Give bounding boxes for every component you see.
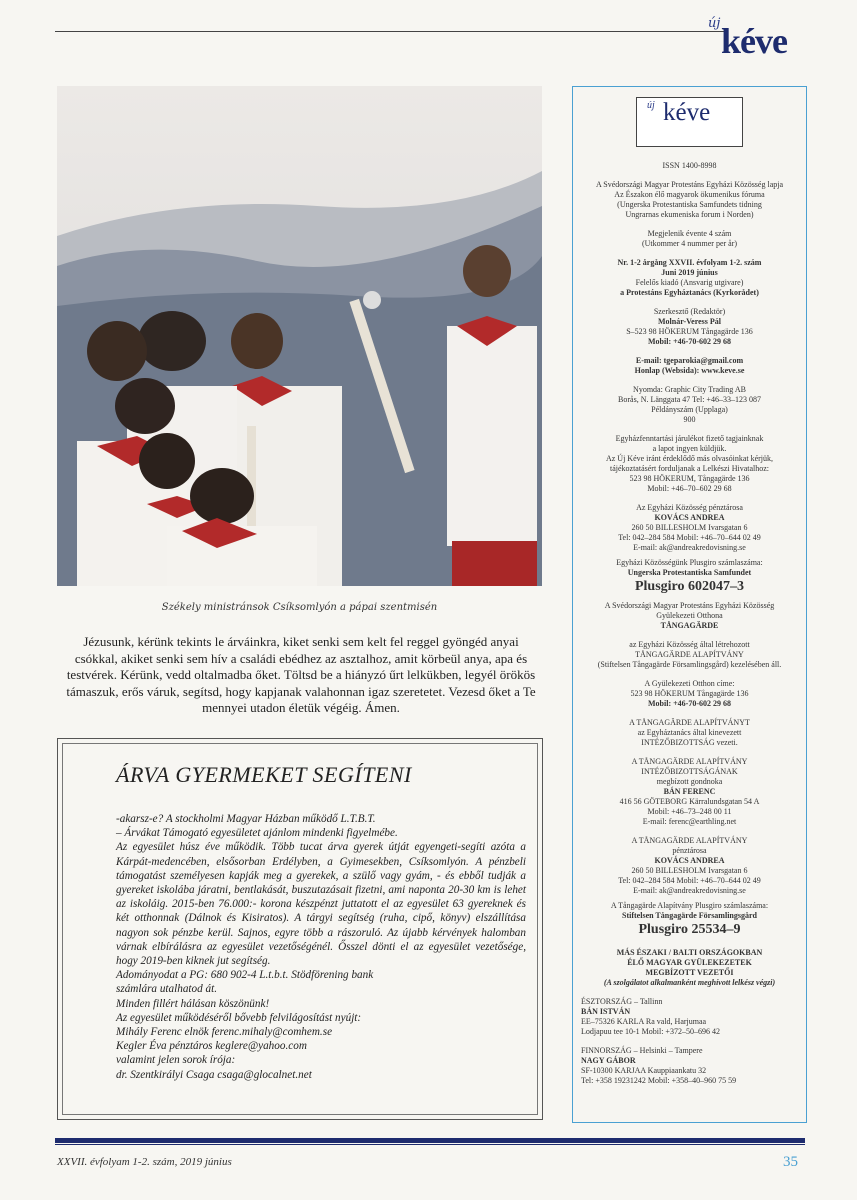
editor-name: Molnár-Veress Pál	[657, 317, 722, 326]
photo-illustration	[57, 86, 542, 586]
article-paragraph: Az egyesület húsz éve működik. Több tucat árva gyerek útját egyengeti-segíti azóta a Kárpát-medencében, elsősorban Erdélyben, a Gyimesekben, Csíksomlyón. A pénzbeli támogatást személyesen kapják meg a gyerekek, a szülő vagy gyám, - és ebből tudják a gyereket iskolába járatni, bentlakását, buszutazásait fizetni, ami naponta 20-30 km is lehet az iskoláig. 2015-ben 76.000:- korona készpénzt juttatott el az egyesület 63 gyereknek és két otthonnak (Dálnok és Kisiratos). A tárgyi segítség (ruha, cipő, könyv) elszállítása nagyon sok pénzbe kerül. Sajnos, egyre több a rászoruló. Az újabb kérvények halomban várnak elbírálásra az egyesület vezetőségénél. Ősszel dönti el az egyesület vezetősége, hogy 2019-ben kiknek jut segítség.	[116, 841, 526, 968]
sidebar-logo-keve: kéve	[663, 99, 711, 126]
sidebar-logo	[636, 97, 743, 147]
responsible-publisher: Felelős kiadó (Ansvarig utgivare)	[635, 278, 744, 287]
page-number: 35	[783, 1154, 798, 1170]
finland-name: NAGY GÁBOR	[581, 1056, 636, 1065]
footer-rule	[55, 1138, 805, 1143]
issn: ISSN 1400-8998	[662, 161, 717, 170]
ftreasurer-phone: Tel: 042–284 584 Mobil: +46–70–644 02 49	[618, 876, 761, 885]
frequency: (Utkommer 4 nummer per år)	[641, 239, 738, 248]
foundation-text: A TÅNGAGÄRDE ALAPÍTVÁNYT	[629, 718, 750, 727]
website-link[interactable]: Honlap (Websida): www.keve.se	[634, 366, 745, 375]
publisher-line: A Svédországi Magyar Protestáns Egyházi Közösség lapja	[595, 180, 784, 189]
article-line: Kegler Éva pénztáros keglere@yahoo.com	[116, 1040, 307, 1053]
issue-date: Juni 2019 június	[661, 268, 718, 277]
home-text: TÅNGAGÄRDE ALAPÍTVÁNY	[635, 650, 744, 659]
ftreasurer-text: pénztárosa	[672, 846, 707, 855]
ftreasurer-email[interactable]: E-mail: ak@andreakredovisning.se	[633, 886, 746, 895]
home-name: TÅNGAGÄRDE	[660, 621, 719, 630]
article-line: Mihály Ferenc elnök ferenc.mihaly@comhem.se	[116, 1026, 333, 1039]
plusgiro-owner: Ungerska Protestantiska Samfundet	[627, 568, 752, 577]
fplusgiro-label: A Tångagärde Alapítvány Plusgiro számlaszáma:	[610, 901, 769, 910]
support-text: Mobil: +46–70–602 29 68	[647, 484, 732, 493]
board-caretaker: BÁN FERENC	[663, 787, 716, 796]
treasurer-label: Az Egyházi Közösség pénztárosa	[636, 503, 743, 512]
ftreasurer-text: A TÅNGAGÄRDE ALAPÍTVÁNY	[631, 836, 748, 845]
imprint-sidebar	[572, 86, 807, 1123]
home-text: A Svédországi Magyar Protestáns Egyházi Közösség	[604, 601, 775, 610]
home-address: A Gyülekezeti Otthon címe:	[644, 679, 735, 688]
board-text: A TÅNGAGÄRDE ALAPÍTVÁNY	[631, 757, 748, 766]
home-address: 523 98 HÖKERUM Tångagärde 136	[630, 689, 749, 698]
fplusgiro-number: Plusgiro 25534–9	[638, 922, 741, 937]
footer-rule-thin	[55, 1144, 805, 1145]
nordic-note: (A szolgálatot alkalmanként meghívott lelkész végzi)	[603, 978, 776, 987]
foundation-text: INTÉZŐBIZOTTSÁG vezeti.	[641, 738, 738, 747]
article-body	[116, 812, 526, 1082]
plusgiro-label: Egyházi Közösségünk Plusgiro számlaszáma:	[616, 558, 763, 567]
estonia-phone: Lodjapuu tee 10-1 Mobil: +372–50–696 42	[581, 1027, 720, 1036]
board-address: 416 56 GÖTEBORG Kärralundsgatan 54 A	[619, 797, 760, 806]
article-line: Minden fillért hálásan köszönünk!	[116, 997, 270, 1010]
ftreasurer-name: KOVÁCS ANDREA	[654, 856, 725, 865]
nordic-heading: ÉLŐ MAGYAR GYÜLEKEZETEK	[627, 958, 752, 967]
footer-issue: XXVII. évfolyam 1-2. szám, 2019 június	[57, 1156, 232, 1168]
treasurer-address: 260 50 BILLESHOLM Ivarsgatan 6	[631, 523, 748, 532]
foundation-text: az Egyháztanács által kinevezett	[637, 728, 742, 737]
board-text: megbízott gondnoka	[656, 777, 723, 786]
treasurer-phone: Tel: 042–284 584 Mobil: +46–70–644 02 49	[618, 533, 761, 542]
treasurer-name: KOVÁCS ANDREA	[654, 513, 725, 522]
publisher-line: (Ungerska Protestantiska Samfundets tidning	[617, 200, 762, 209]
treasurer-email[interactable]: E-mail: ak@andreakredovisning.se	[633, 543, 746, 552]
home-text: az Egyházi Közösség által létrehozott	[629, 640, 750, 649]
altar-servers-photo	[57, 86, 542, 586]
masthead-uj: új	[708, 16, 721, 31]
masthead-keve: kéve	[721, 21, 787, 61]
print-run-label: Példányszám (Upplaga)	[651, 405, 728, 414]
home-mobile: Mobil: +46-70-602 29 68	[648, 699, 731, 708]
finland-address: SF-10300 KARJAA Kauppiaankatu 32	[581, 1066, 707, 1075]
printer: Borås, N. Länggata 47 Tel: +46–33–123 087	[618, 395, 761, 404]
finland-phone: Tel: +358 19231242 Mobil: +358–40–960 75 59	[581, 1076, 737, 1085]
estonia-name: BÁN ISTVÁN	[581, 1007, 631, 1016]
board-text: INTÉZŐBIZOTTSÁGÁNAK	[641, 767, 738, 776]
print-run: 900	[683, 415, 696, 424]
estonia-country: ÉSZTORSZÁG – Tallinn	[581, 997, 663, 1006]
editor-label: Szerkesztő (Redaktör)	[653, 307, 726, 316]
board-mobile: Mobil: +46–73–248 00 11	[647, 807, 732, 816]
issue-number: Nr. 1-2 årgång XXVII. évfolyam 1-2. szám	[617, 258, 762, 267]
article-line: – Árvákat Támogató egyesületet ajánlom mindenki figyelmébe.	[116, 827, 398, 840]
article-line: Adományodat a PG: 680 902-4 L.t.b.t. Stödförening bank	[116, 969, 374, 982]
editor-mobile: Mobil: +46-70-602 29 68	[648, 337, 731, 346]
estonia-address: EE–75326 KARLA Ra vald, Harjumaa	[581, 1017, 707, 1026]
finland-country: FINNORSZÁG – Helsinki – Tampere	[581, 1046, 703, 1055]
frequency: Megjelenik évente 4 szám	[647, 229, 732, 238]
article-line: Az egyesület működéséről bővebb felvilágosítást nyújt:	[116, 1011, 362, 1024]
sidebar-logo-uj: új	[647, 100, 655, 111]
board-email[interactable]: E-mail: ferenc@earthling.net	[642, 817, 737, 826]
support-text: a lapot ingyen küldjük.	[652, 444, 727, 453]
nordic-heading: MÁS ÉSZAKI / BALTI ORSZÁGOKBAN	[616, 948, 763, 957]
church-council: a Protestáns Egyháztanács (Kyrkorådet)	[620, 288, 759, 297]
article-line: valamint jelen sorok írója:	[116, 1054, 236, 1067]
article-line: számlára utalhatod át.	[116, 983, 218, 996]
support-text: Az Új Kéve iránt érdeklődő más olvasóinkat kérjük,	[605, 454, 774, 463]
prayer-text: Jézusunk, kérünk tekints le árváinkra, kiket senki sem kelt fel reggel gyöngéd anyai csókkal, akiket senki sem hív a családi ebédhez az asztalhoz, amit körbeül anya, apa és testvérek. Kérünk, vedd oltalmadba őket. Töltsd be a hiányzó űrt lelkükben, legyél örökös támaszuk, erős váruk, segítsd, hogy kapjanak valahonnan igaz szeretetet. Vezesd őket a Te mennyei utadon életük végéig. Ámen.	[66, 634, 536, 715]
support-text: Egyházfenntartási járulékot fizető tagjainknak	[615, 434, 764, 443]
email-link[interactable]: E-mail: tgeparokia@gmail.com	[635, 356, 744, 365]
publisher-line: Ungrarnas ekumeniska forum i Norden)	[625, 210, 754, 219]
home-text: (Stiftelsen Tångagärde Församlingsgård) kezelésében áll.	[597, 660, 782, 669]
masthead-logo	[708, 14, 820, 60]
printer: Nyomda: Graphic City Trading AB	[633, 385, 746, 394]
photo-caption: Székely ministránsok Csíksomlyón a pápai szentmisén	[161, 602, 438, 613]
top-rule	[55, 31, 725, 32]
home-text: Gyülekezeti Otthona	[656, 611, 723, 620]
article-title: ÁRVA GYERMEKET SEGÍTENI	[116, 762, 412, 787]
nordic-heading: MEGBÍZOTT VEZETŐI	[645, 968, 734, 977]
article-line: -akarsz-e? A stockholmi Magyar Házban működő L.T.B.T.	[116, 813, 376, 825]
fplusgiro-owner: Stiftelsen Tångagärde Församlingsgård	[622, 911, 757, 920]
editor-address: S–523 98 HÖKERUM Tångagärde 136	[626, 327, 753, 336]
ftreasurer-address: 260 50 BILLESHOLM Ivarsgatan 6	[631, 866, 748, 875]
article-line: dr. Szentkirályi Csaga csaga@glocalnet.net	[116, 1068, 312, 1081]
plusgiro-number: Plusgiro 602047–3	[634, 579, 745, 594]
support-text: 523 98 HÖKERUM, Tångagärde 136	[629, 474, 750, 483]
publisher-line: Az Északon élő magyarok ökumenikus fóruma	[614, 190, 765, 199]
support-text: tájékoztatásért forduljanak a Lelkészi Hivatalhoz:	[609, 464, 770, 473]
